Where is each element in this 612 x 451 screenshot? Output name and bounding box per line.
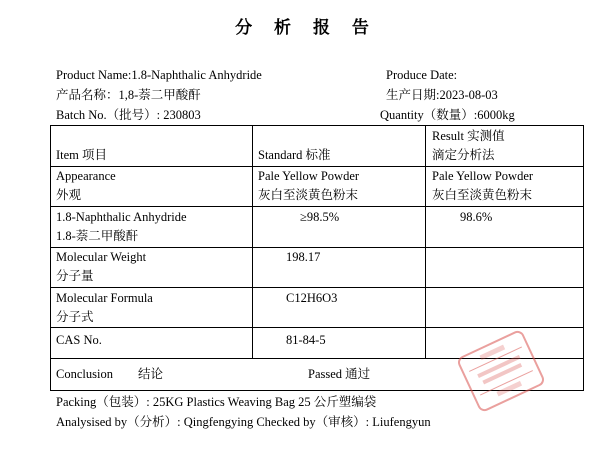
table-col-divider	[252, 125, 253, 358]
table-col-divider	[425, 125, 426, 358]
packing-info: Packing（包装）: 25KG Plastics Weaving Bag 25 公斤塑编袋	[56, 395, 377, 409]
standard-molecular-weight: 198.17	[286, 250, 321, 264]
standard-appearance-cn: 灰白至淡黄色粉末	[258, 188, 359, 202]
quantity: Quantity（数量）:6000kg	[380, 108, 515, 122]
table-border-right	[583, 125, 584, 391]
item-cas: CAS No.	[56, 333, 102, 347]
conclusion-label-cn: 结论	[138, 367, 164, 381]
company-seal	[458, 328, 544, 414]
result-appearance: Pale Yellow Powder	[432, 169, 534, 183]
report-title: 分 析 报 告	[235, 18, 377, 38]
result-purity: 98.6%	[460, 210, 493, 224]
item-molecular-weight-cn: 分子量	[56, 269, 94, 283]
table-rule	[50, 206, 584, 207]
product-name-cn: 产品名称：1,8-萘二甲酸酐	[56, 88, 201, 102]
table-border-left	[50, 125, 51, 391]
item-purity: 1.8-Naphthalic Anhydride	[56, 210, 187, 224]
produce-date: 生产日期:2023-08-03	[386, 88, 498, 102]
item-molecular-formula: Molecular Formula	[56, 291, 153, 305]
standard-molecular-formula: C12H6O3	[286, 291, 338, 305]
table-rule	[50, 247, 584, 248]
result-appearance-cn: 灰白至淡黄色粉末	[432, 188, 533, 202]
column-header-result: Result 实测值	[432, 129, 505, 143]
standard-purity: ≥98.5%	[300, 210, 340, 224]
column-header-standard: Standard 标准	[258, 148, 331, 162]
batch-no: Batch No.（批号）: 230803	[56, 108, 201, 122]
standard-cas: 81-84-5	[286, 333, 326, 347]
item-appearance-cn: 外观	[56, 188, 82, 202]
conclusion-value: Passed 通过	[308, 367, 371, 381]
table-rule	[50, 166, 584, 167]
table-border-top	[50, 125, 584, 126]
item-molecular-formula-cn: 分子式	[56, 310, 94, 324]
standard-appearance: Pale Yellow Powder	[258, 169, 360, 183]
produce-date-label: Produce Date:	[386, 68, 458, 82]
item-molecular-weight: Molecular Weight	[56, 250, 147, 264]
column-header-item: Item 项目	[56, 148, 108, 162]
table-rule	[50, 287, 584, 288]
item-appearance: Appearance	[56, 169, 116, 183]
product-name: Product Name:1.8-Naphthalic Anhydride	[56, 68, 262, 82]
conclusion-label: Conclusion	[56, 367, 113, 381]
analysed-checked-info: Analysised by（分析）: Qingfengying Checked by（审核）: Liufengyun	[56, 415, 431, 429]
column-header-method: 滴定分析法	[432, 148, 495, 162]
item-purity-cn: 1.8-萘二甲酸酐	[56, 229, 139, 243]
